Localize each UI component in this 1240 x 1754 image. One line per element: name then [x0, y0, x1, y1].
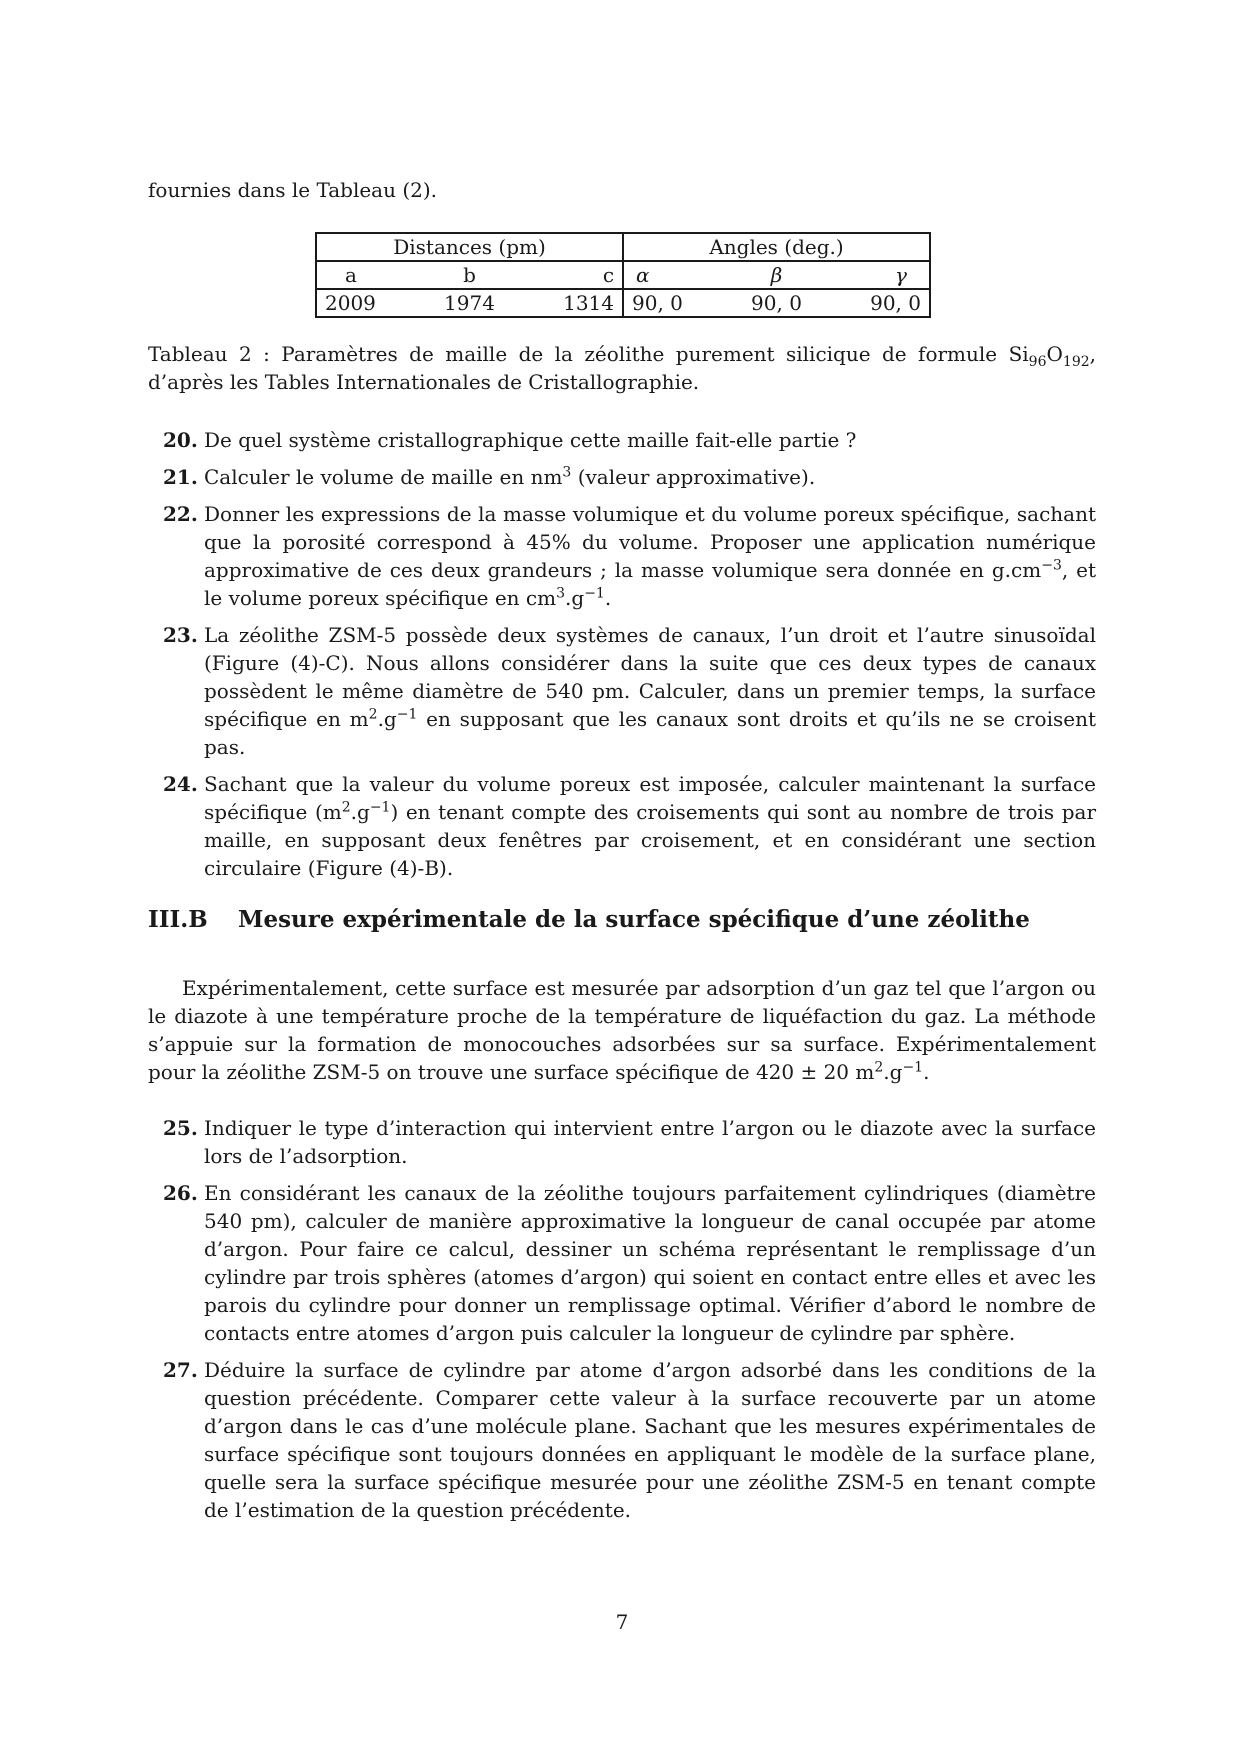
- col-gamma: γ: [827, 261, 930, 289]
- question-22: 22. Donner les expressions de la masse volumique et du volume poreux spécifique, sachant que la porosité correspond à 45% du volume. Proposer une application numérique approximative de ces deux grandeurs ; la masse volumique sera donnée en $g.cm^{-3}$, et le volume poreux spécifique en $cm^3.g^{-1}$.: [163, 502, 1097, 610]
- section-paragraph: Expérimentalement, cette surface est mesurée par adsorption d’un gaz tel que l’argon ou le diazote à une température proche de la température de liquéfaction du gaz. La méthode s’appuie sur la formation de monocouches adsorbées sur sa surface. Expérimentalement pour la zéolithe ZSM-5 on trouve une surface spécifique de 420 ± 20 $m^2.g^{-1}$.: [148, 976, 1096, 1084]
- section-heading: [148, 906, 1030, 933]
- col-alpha: α: [623, 261, 726, 289]
- col-beta: β: [726, 261, 827, 289]
- question-21: 21. Calculer le volume de maille en $nm^3$ (valeur approximative).: [163, 464, 816, 489]
- table-caption: Tableau 2 : Paramètres de maille de la zéolithe purement silicique de formule $Si_{96}O_{192}$, d’après les Tables Internationales de Cristallographie.: [148, 342, 1096, 394]
- document-page: [148, 0, 1096, 1754]
- val-alpha: 90, 0: [623, 289, 726, 317]
- section-title: Mesure expérimentale de la surface spécifique d’une zéolithe: [238, 906, 1030, 933]
- col-a: a: [316, 261, 419, 289]
- question-24: 24. Sachant que la valeur du volume poreux est imposée, calculer maintenant la surface spécifique $(m^2.g^{-1})$ en tenant compte des croisements qui sont au nombre de trois par maille, en supposant deux fenêtres par croisement, et en considérant une section circulaire (Figure (4)-B).: [163, 772, 1097, 880]
- col-b: b: [419, 261, 520, 289]
- question-list-2: [148, 1114, 1096, 1533]
- question-27: 27. Déduire la surface de cylindre par atome d’argon adsorbé dans les conditions de la question précédente. Comparer cette valeur à la surface recouverte par un atome d’argon dans le cas d’une molécule plane. Sachant que les mesures expérimentales de surface spécifique sont toujours données en appliquant le modèle de la surface plane, quelle sera la surface spécifique mesurée pour une zéolithe ZSM-5 en tenant compte de l’estimation de la question précédente.: [163, 1358, 1096, 1522]
- question-26: 26. En considérant les canaux de la zéolithe toujours parfaitement cylindriques (diamètre 540 pm), calculer de manière approximative la longueur de canal occupée par atome d’argon. Pour faire ce calcul, dessiner un schéma représentant le remplissage d’un cylindre par trois sphères (atomes d’argon) qui soient en contact entre elles et avec les parois du cylindre pour donner un remplissage optimal. Vérifier d’abord le nombre de contacts entre atomes d’argon puis calculer la longueur de cylindre par sphère.: [163, 1181, 1096, 1345]
- val-beta: 90, 0: [726, 289, 827, 317]
- val-a: 2009: [316, 289, 419, 317]
- intro-line: fournies dans le Tableau (2).: [148, 178, 438, 202]
- lattice-parameters-table: [315, 232, 931, 318]
- question-20: 20. De quel système cristallographique cette maille fait-elle partie ?: [163, 428, 857, 452]
- section-number: III.B: [148, 906, 208, 933]
- distances-header: Distances (pm): [316, 233, 623, 261]
- question-23: 23. La zéolithe ZSM-5 possède deux systèmes de canaux, l’un droit et l’autre sinusoïdal (Figure (4)-C). Nous allons considérer dans la suite que ces deux types de canaux possèdent le même diamètre de 540 pm. Calculer, dans un premier temps, la surface spécifique en $m^2.g^{-1}$ en supposant que les canaux sont droits et qu’ils ne se croisent pas.: [163, 623, 1096, 759]
- question-25: 25. Indiquer le type d’interaction qui intervient entre l’argon ou le diazote avec la surface lors de l’adsorption.: [163, 1116, 1096, 1168]
- val-gamma: 90, 0: [827, 289, 930, 317]
- val-c: 1314: [520, 289, 623, 317]
- question-list-1: [148, 426, 1096, 891]
- page-number: 7: [615, 1610, 629, 1634]
- angles-header: Angles (deg.): [623, 233, 930, 261]
- col-c: c: [520, 261, 623, 289]
- val-b: 1974: [419, 289, 520, 317]
